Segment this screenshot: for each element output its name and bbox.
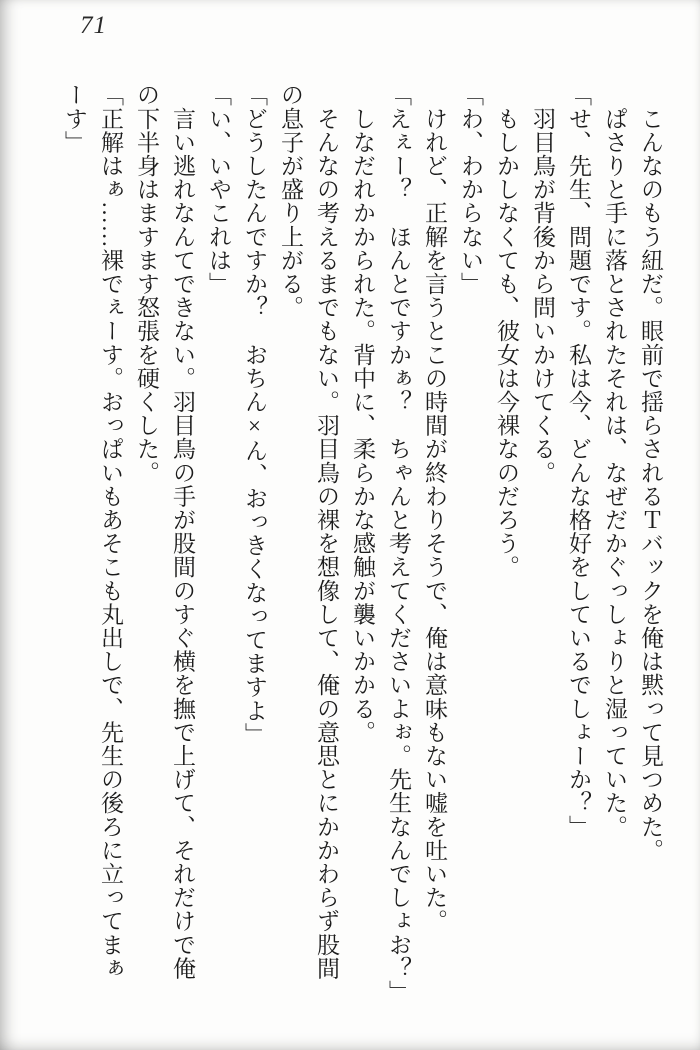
text-line: ぱさりと手に落とされたそれは、なぜだかぐっしょりと湿っていた。 xyxy=(602,83,627,839)
text-line: 言い逃れなんてできない。羽目鳥の手が股間のすぐ横を撫で上げて、それだけで俺 xyxy=(170,83,195,980)
text-line: ーす」 xyxy=(62,83,87,154)
text-block xyxy=(56,83,668,1007)
text-line: しなだれかかられた。背中に、柔らかな感触が襲いかかる。 xyxy=(350,83,375,744)
page-number: 71 xyxy=(80,12,107,39)
text-line: もしかしなくても、彼女は今裸なのだろう。 xyxy=(494,83,519,579)
text-line: こんなのもう紐だ。眼前で揺らされるＴバックを俺は黙って見つめた。 xyxy=(638,83,663,862)
text-line: の息子が盛り上がる。 xyxy=(278,83,303,319)
text-line: 羽目鳥が背後から問いかけてくる。 xyxy=(530,83,555,485)
text-line: の下半身はますます怒張を硬くした。 xyxy=(134,83,159,485)
text-line: 「わ、わからない」 xyxy=(458,83,483,296)
text-line: 「せ、先生、問題です。私は今、どんな格好をしているでしょーか？」 xyxy=(566,83,591,839)
text-line: 「正解はぁ……裸でぇーす。おっぱいもあそこも丸出しで、先生の後ろに立ってまぁ xyxy=(98,83,123,980)
text-line: けれど、正解を言うとこの時間が終わりそうで、俺は意味もない嘘を吐いた。 xyxy=(422,83,447,933)
text-line: 「えぇー？ ほんとですかぁ？ ちゃんと考えてくださいよぉ。先生なんでしょお？」 xyxy=(386,83,411,1004)
text-line: そんなの考えるまでもない。羽目鳥の裸を想像して、俺の意思とにかかわらず股間 xyxy=(314,83,339,980)
text-line: 「どうしたんですか？ おちん×ん、おっきくなってますよ」 xyxy=(242,83,267,746)
text-line: 「い、いやこれは」 xyxy=(206,83,231,296)
